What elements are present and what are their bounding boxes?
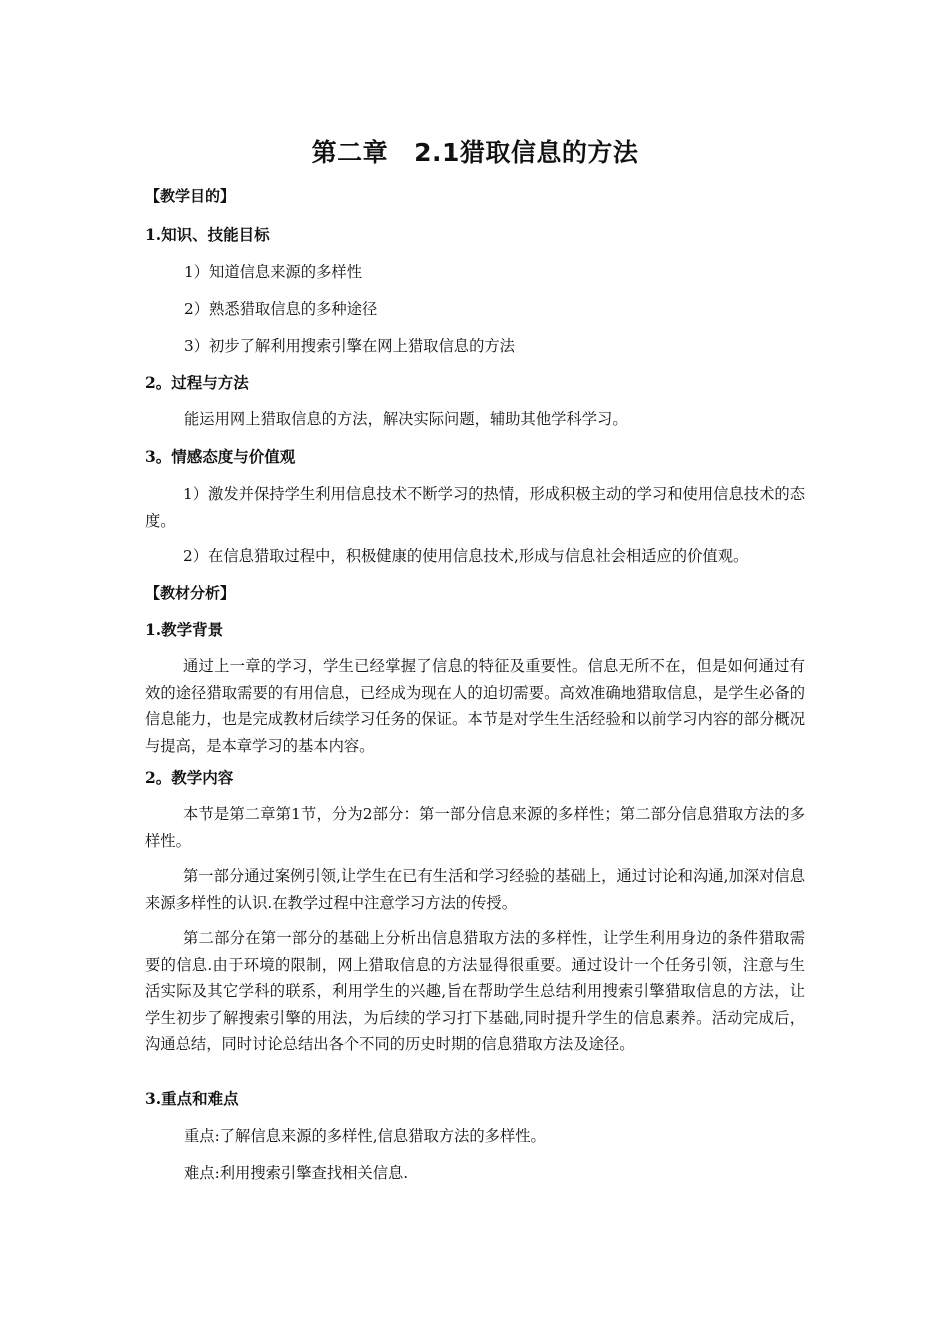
knowledge-item-1: 1）知道信息来源的多样性 [184,263,362,281]
chapter-label: 第二章 [311,138,389,167]
key-point: 重点:了解信息来源的多样性,信息猎取方法的多样性。 [184,1127,546,1145]
objectives-heading: 【教学目的】 [145,187,236,205]
background-heading: 1.教学背景 [145,620,224,639]
attitude-item-1: 1）激发并保持学生利用信息技术不断学习的热情，形成积极主动的学习和使用信息技术的态度。 [145,485,805,530]
analysis-heading: 【教材分析】 [145,584,236,602]
section-title: 2.1猎取信息的方法 [414,138,639,167]
content-heading: 2。教学内容 [145,768,234,787]
knowledge-item-2: 2）熟悉猎取信息的多种途径 [184,300,378,318]
process-heading: 2。过程与方法 [145,373,249,392]
difficulty-point: 难点:利用搜索引擎查找相关信息. [184,1164,409,1182]
process-text: 能运用网上猎取信息的方法，解决实际问题，辅助其他学科学习。 [184,410,628,428]
attitude-heading: 3。情感态度与价值观 [145,447,296,466]
knowledge-heading: 1.知识、技能目标 [145,225,270,244]
background-text: 通过上一章的学习，学生已经掌握了信息的特征及重要性。信息无所不在，但是如何通过有效的途径猎取需要的有用信息，已经成为现在人的迫切需要。高效准确地猎取信息，是学生必备的信息能力，也是完成教材后续学习任务的保证。本节是对学生生活经验和以前学习内容的部分概况与提高，是本章学习的基本内容。 [145,657,805,755]
keypoints-heading: 3.重点和难点 [145,1089,239,1108]
page-title [0,133,950,169]
attitude-item-2: 2）在信息猎取过程中，积极健康的使用信息技术,形成与信息社会相适应的价值观。 [183,547,749,565]
content-paragraph-1: 本节是第二章第1节，分为2部分：第一部分信息来源的多样性；第二部分信息猎取方法的多样性。 [145,805,805,850]
content-paragraph-2: 第一部分通过案例引领,让学生在已有生活和学习经验的基础上，通过讨论和沟通,加深对信息来源多样性的认识.在教学过程中注意学习方法的传授。 [145,867,805,912]
content-paragraph-3: 第二部分在第一部分的基础上分析出信息猎取方法的多样性，让学生利用身边的条件猎取需要的信息.由于环境的限制，网上猎取信息的方法显得很重要。通过设计一个任务引领，注意与生活实际及其它学科的联系，利用学生的兴趣,旨在帮助学生总结利用搜索引擎猎取信息的方法，让学生初步了解搜索引擎的用法，为后续的学习打下基础,同时提升学生的信息素养。活动完成后，沟通总结，同时讨论总结出各个不同的历史时期的信息猎取方法及途径。 [145,929,805,1053]
knowledge-item-3: 3）初步了解利用搜索引擎在网上猎取信息的方法 [184,337,515,355]
